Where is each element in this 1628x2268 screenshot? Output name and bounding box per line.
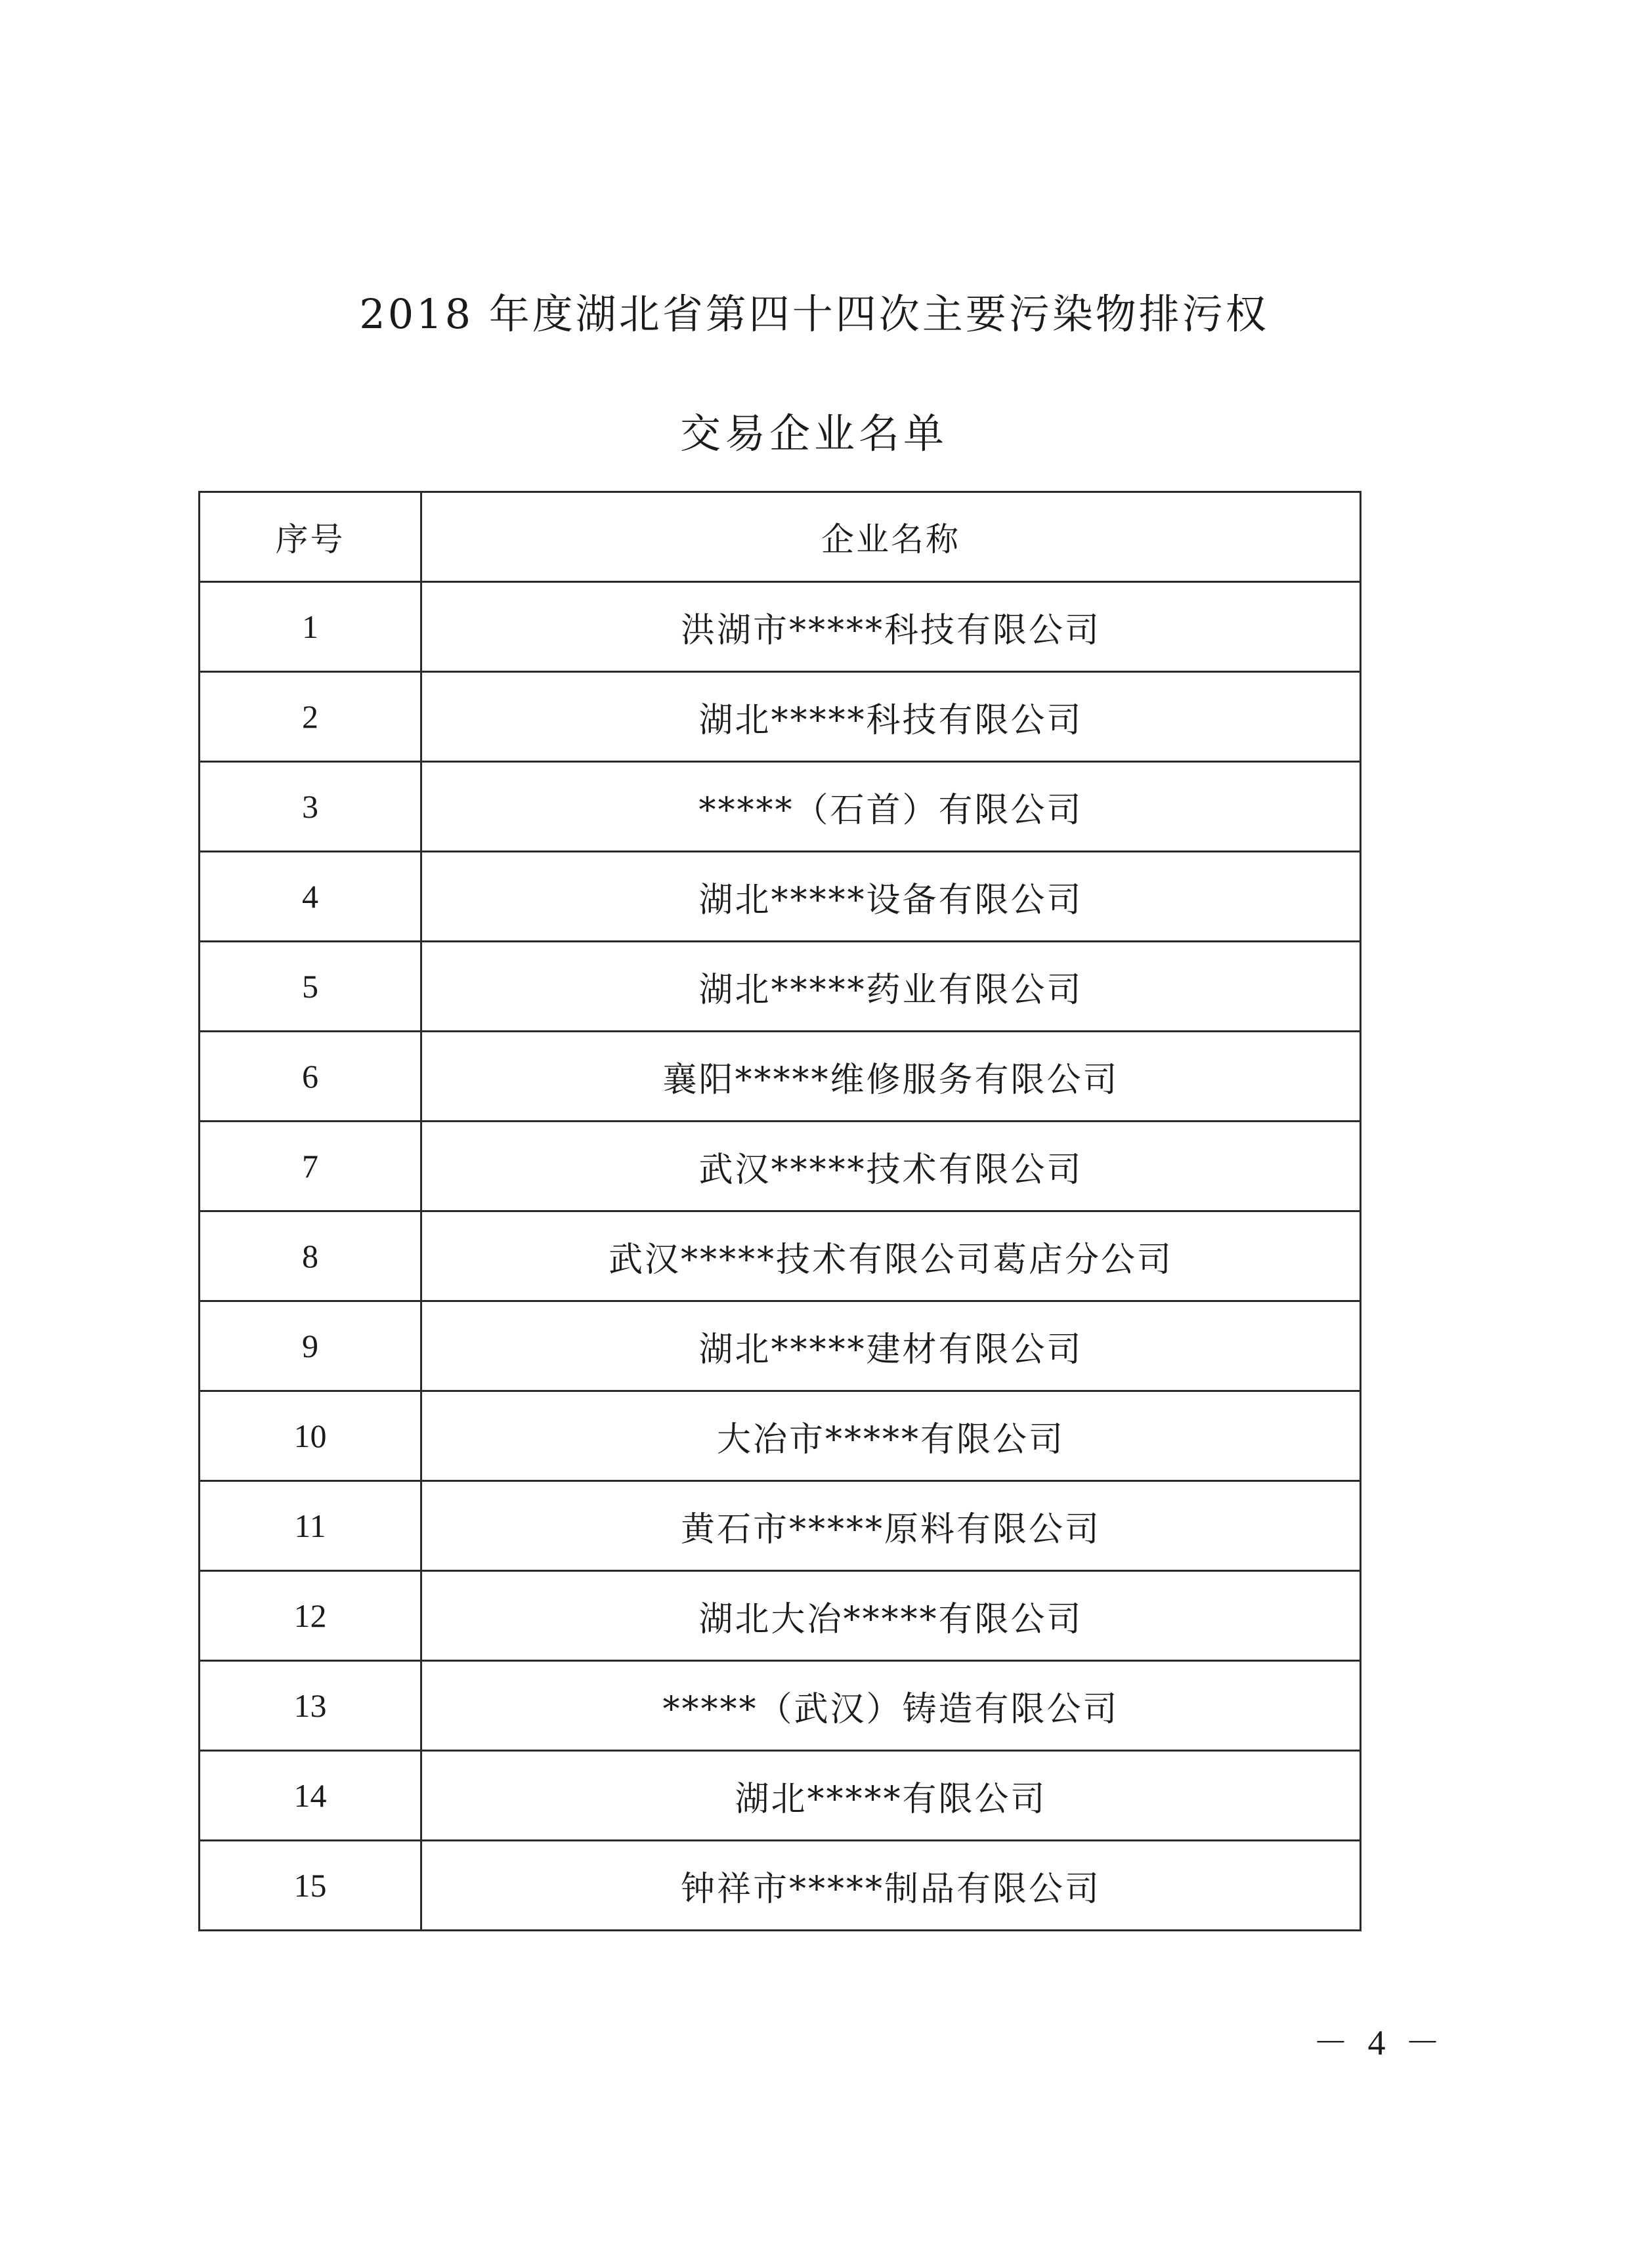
row-number: 15 bbox=[200, 1841, 421, 1931]
row-number: 11 bbox=[200, 1481, 421, 1571]
enterprise-name: 大冶市*****有限公司 bbox=[421, 1391, 1361, 1481]
enterprise-name: 湖北*****有限公司 bbox=[421, 1751, 1361, 1841]
row-number: 5 bbox=[200, 942, 421, 1032]
table-row bbox=[200, 1841, 1361, 1931]
table-row bbox=[200, 1481, 1361, 1571]
table-row bbox=[200, 1211, 1361, 1301]
header-enterprise-name: 企业名称 bbox=[421, 492, 1361, 582]
table-row bbox=[200, 1032, 1361, 1122]
table-row bbox=[200, 1571, 1361, 1661]
row-number: 8 bbox=[200, 1211, 421, 1301]
enterprise-name: 湖北大冶*****有限公司 bbox=[421, 1571, 1361, 1661]
table-row bbox=[200, 1661, 1361, 1751]
table-row bbox=[200, 672, 1361, 762]
table-row bbox=[200, 1751, 1361, 1841]
enterprise-name: 洪湖市*****科技有限公司 bbox=[421, 582, 1361, 672]
header-serial-number: 序号 bbox=[200, 492, 421, 582]
enterprise-name: *****（武汉）铸造有限公司 bbox=[421, 1661, 1361, 1751]
enterprise-name: 武汉*****技术有限公司 bbox=[421, 1122, 1361, 1211]
table-row bbox=[200, 1301, 1361, 1391]
enterprise-name: 湖北*****科技有限公司 bbox=[421, 672, 1361, 762]
row-number: 13 bbox=[200, 1661, 421, 1751]
enterprise-name: 黄石市*****原料有限公司 bbox=[421, 1481, 1361, 1571]
document-title-line-1: 2018 年度湖北省第四十四次主要污染物排污权 bbox=[359, 290, 1269, 338]
table-row bbox=[200, 1122, 1361, 1211]
enterprise-name: 湖北*****药业有限公司 bbox=[421, 942, 1361, 1032]
row-number: 4 bbox=[200, 852, 421, 942]
row-number: 2 bbox=[200, 672, 421, 762]
row-number: 6 bbox=[200, 1032, 421, 1122]
row-number: 7 bbox=[200, 1122, 421, 1211]
row-number: 14 bbox=[200, 1751, 421, 1841]
enterprise-name: 襄阳*****维修服务有限公司 bbox=[421, 1032, 1361, 1122]
enterprise-name: 武汉*****技术有限公司葛店分公司 bbox=[421, 1211, 1361, 1301]
row-number: 1 bbox=[200, 582, 421, 672]
row-number: 9 bbox=[200, 1301, 421, 1391]
row-number: 12 bbox=[200, 1571, 421, 1661]
enterprise-name: 湖北*****设备有限公司 bbox=[421, 852, 1361, 942]
table-row bbox=[200, 942, 1361, 1032]
table-header-row bbox=[200, 492, 1361, 582]
enterprise-list-table bbox=[198, 491, 1361, 1931]
enterprise-name: *****（石首）有限公司 bbox=[421, 762, 1361, 852]
page-number: － 4 － bbox=[1313, 2023, 1446, 2063]
table-row bbox=[200, 852, 1361, 942]
row-number: 10 bbox=[200, 1391, 421, 1481]
table-row bbox=[200, 582, 1361, 672]
enterprise-name: 湖北*****建材有限公司 bbox=[421, 1301, 1361, 1391]
enterprise-name: 钟祥市*****制品有限公司 bbox=[421, 1841, 1361, 1931]
document-title-line-2: 交易企业名单 bbox=[679, 410, 948, 457]
row-number: 3 bbox=[200, 762, 421, 852]
table-row bbox=[200, 1391, 1361, 1481]
table-row bbox=[200, 762, 1361, 852]
